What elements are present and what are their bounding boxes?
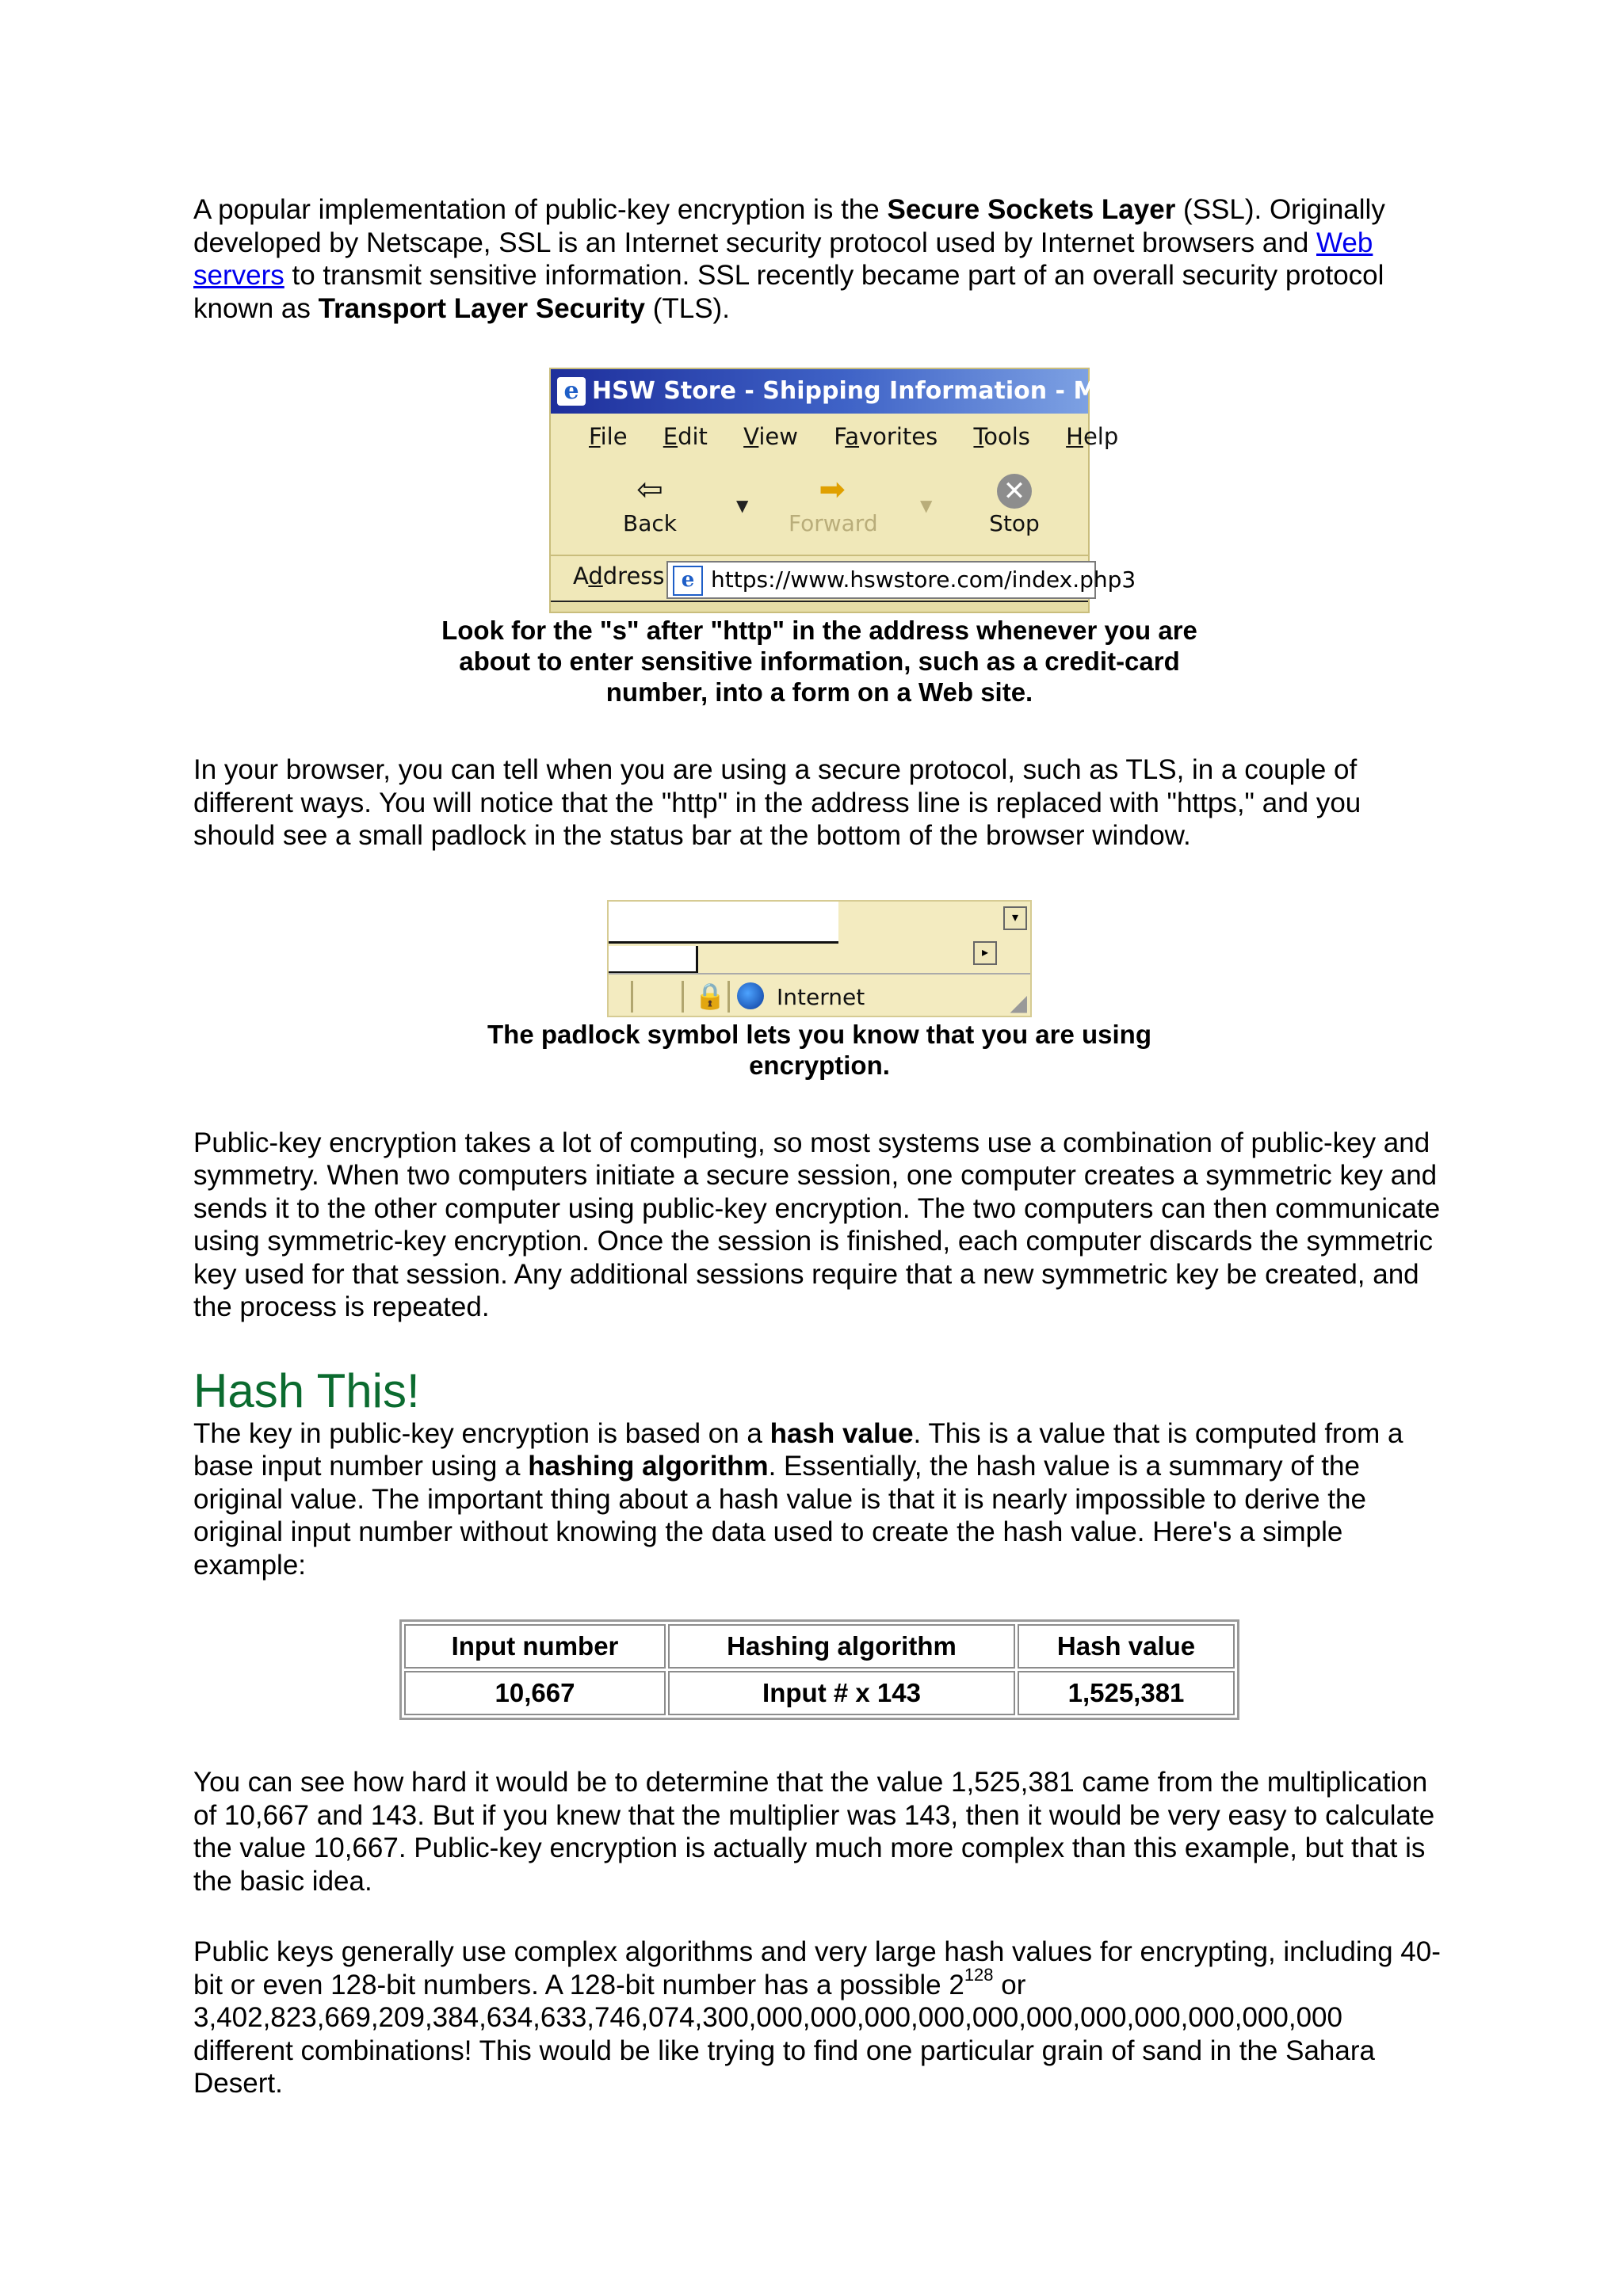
paragraph-hash-value: The key in public-key encryption is based on a hash value. This is a value that is computed from a base input number using a hashing algorithm. Essentially, the hash value is a summary of the original value. The important thing about a hash value is that it is nearly impossible to derive the original input number without knowing the data used to create the hash value. Here's a simple example: [193, 1417, 1403, 1581]
internet-globe-icon [737, 982, 764, 1009]
page-icon: e [673, 566, 703, 596]
text: (TLS). [644, 292, 730, 324]
cell-hashing-algorithm: Input # x 143 [668, 1671, 1015, 1715]
cell-hash-value: 1,525,381 [1018, 1671, 1235, 1715]
menu-edit[interactable]: Edit [663, 423, 708, 450]
padlock-icon: 🔒 [694, 980, 726, 1011]
address-label: Address [573, 563, 665, 589]
url-text: https://www.hswstore.com/index.php3 [711, 566, 1136, 593]
browser-menu-bar [589, 418, 1147, 455]
header-hashing-algorithm: Hashing algorithm [668, 1624, 1015, 1669]
stop-label: Stop [989, 510, 1040, 536]
table-header-row [404, 1624, 1235, 1669]
back-dropdown-icon[interactable]: ▼ [736, 496, 749, 515]
ie-logo-icon: e [557, 377, 586, 406]
address-input[interactable] [666, 561, 1136, 599]
paragraph-large-keys: Public keys generally use complex algorithms and very large hash values for encrypting, including 40-bit or even 128-bit numbers. A 128-bit number has a possible $2^{128}$ or 3,402,823,669,209,384,634,633,746,074,300,000,000,000,000,000,000,000,000,000,000,000 different combinations! This would be like trying to find one particular grain of sand in the Sahara Desert. [193, 1936, 1441, 2099]
text: to transmit sensitive information. SSL recently became part of an overall security protocol known as [193, 260, 1384, 324]
browser-screenshot [549, 368, 1438, 613]
caption-padlock: The padlock symbol lets you know that you are using encryption. [487, 1019, 1151, 1080]
text: A popular implementation of public-key encryption is the [193, 194, 888, 225]
article-body [193, 193, 1445, 2100]
scroll-right-icon[interactable]: ▸ [973, 941, 997, 965]
term-hashing-algorithm: hashing algorithm [528, 1451, 769, 1482]
browser-status-bar [609, 973, 1030, 1019]
forward-arrow-icon: ➡ [819, 471, 846, 508]
hash-example-table [399, 1619, 1239, 1720]
back-label: Back [623, 510, 677, 536]
scroll-down-icon[interactable]: ▾ [1003, 906, 1027, 930]
menu-help[interactable]: Help [1066, 423, 1119, 450]
paragraph-hash-example: You can see how hard it would be to determine that the value 1,525,381 came from the multiplication of 10,667 and 143. But if you knew that the multiplier was 143, then it would be very easy to calculate the value 10,667. Public-key encryption is actually much more complex than this example, but that is the basic idea. [193, 1767, 1435, 1897]
stop-icon: ✕ [971, 471, 1058, 510]
internet-zone-label: Internet [777, 983, 865, 1010]
menu-view[interactable]: View [743, 423, 798, 450]
term-hash-value: hash value [769, 1417, 914, 1449]
window-content-area [609, 902, 838, 944]
term-ssl: Secure Sockets Layer [887, 194, 1176, 225]
scroll-area [609, 946, 698, 974]
term-tls: Transport Layer Security [318, 292, 645, 324]
browser-title: HSW Store - Shipping Information - Microsoft Internet Explorer [592, 377, 1438, 405]
paragraph-secure-protocol: In your browser, you can tell when you are using a secure protocol, such as TLS, in a couple of different ways. You will notice that the "http" in the address line is replaced with "https," and you should see a small padlock in the status bar at the bottom of the browser window. [193, 754, 1361, 851]
web-servers-link[interactable]: Web servers [193, 227, 1373, 291]
paragraph-public-key-symmetry: Public-key encryption takes a lot of computing, so most systems use a combination of public-key and symmetry. When two computers initiate a secure session, one computer creates a symmetric key and sends it to the other computer using public-key encryption. The two computers can then communicate using symmetric-key encryption. Once the session is finished, each computer discards the symmetric key used for that session. Any additional sessions require that a new symmetric key be created, and the process is repeated. [193, 1127, 1441, 1322]
stop-button[interactable] [971, 471, 1058, 536]
forward-button[interactable] [789, 471, 876, 536]
forward-dropdown-icon[interactable]: ▼ [920, 496, 933, 515]
back-arrow-icon: ⇦ [636, 471, 663, 508]
menu-favorites[interactable]: Favorites [834, 423, 938, 450]
caption-https: Look for the "s" after "http" in the address whenever you are about to enter sensitive information, such as a credit-card number, into a form on a Web site. [441, 616, 1197, 707]
header-input-number: Input number [404, 1624, 666, 1669]
browser-title-bar [551, 369, 1438, 414]
table-row [404, 1671, 1235, 1715]
exponent: 128 [964, 1964, 994, 1985]
cell-input-number: 10,667 [404, 1671, 666, 1715]
menu-file[interactable]: File [589, 423, 628, 450]
status-bar-screenshot [607, 900, 1032, 1017]
text: (SSL). Originally developed by Netscape, SSL is an Internet security protocol used by Internet browsers and [193, 194, 1385, 258]
menu-tools[interactable]: Tools [973, 423, 1030, 450]
header-hash-value: Hash value [1018, 1624, 1235, 1669]
forward-label: Forward [789, 510, 878, 536]
address-bar [551, 555, 1136, 604]
back-button[interactable] [606, 471, 693, 536]
browser-frame-bottom [551, 601, 1088, 612]
paragraph-ssl [193, 193, 1445, 325]
resize-grip-icon[interactable]: ◢ [1010, 989, 1027, 1016]
section-heading-hash: Hash This! [193, 1363, 420, 1417]
